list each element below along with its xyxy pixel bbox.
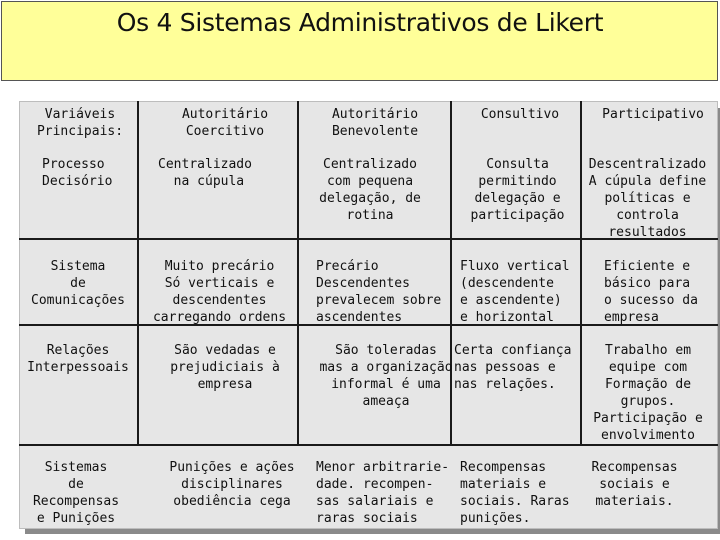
table-cell: Menor arbitrarie- dade. recompen- sas salariais e raras sociais	[316, 460, 450, 526]
header-benevolente: Autoritário Benevolente	[331, 107, 419, 139]
table-cell: Centralizado na cúpula	[158, 157, 252, 189]
table-cell: Trabalho em equipe com Formação de grupos. Participação e envolvimento	[593, 343, 703, 443]
header-coercitivo: Autoritário Coercitivo	[181, 107, 269, 139]
column-divider	[580, 101, 582, 446]
table-cell: Muito precário Só verticais e descendentes carregando ordens	[152, 259, 287, 325]
row-label: Sistemas de Recompensas e Punições	[32, 460, 120, 526]
column-divider	[297, 101, 299, 446]
table-cell: Centralizado com pequena delegação, de rotina	[319, 157, 421, 223]
page-title: Os 4 Sistemas Administrativos de Likert	[116, 8, 604, 37]
row-divider	[19, 444, 718, 446]
table-cell: Descentralizado A cúpula define políticas e controla resultados	[588, 157, 707, 240]
header-variables: Variáveis Principais:	[36, 107, 124, 139]
table-cell: São vedadas e prejudiciais à empresa	[170, 343, 280, 392]
table-cell: Recompensas materiais e sociais. Raras punições.	[460, 460, 570, 526]
row-label: Relações Interpessoais	[27, 343, 129, 375]
row-label: Sistema de Comunicações	[31, 259, 125, 308]
table-cell: São toleradas mas a organização informal é uma ameaça	[319, 343, 453, 409]
table-cell: Consulta permitindo delegação e participação	[470, 157, 565, 223]
table-cell: Precário Descendentes prevalecem sobre ascendentes	[316, 259, 442, 325]
table-cell: Recompensas sociais e materiais.	[591, 460, 678, 509]
table-cell: Punições e ações disciplinares obediência cega	[169, 460, 295, 509]
column-divider	[137, 101, 139, 446]
table-cell: Fluxo vertical (descendente e ascendente) e horizontal	[460, 259, 570, 325]
table-cell: Certa confiança nas pessoas e nas relações.	[454, 343, 572, 392]
row-label: Processo Decisório	[42, 157, 113, 189]
header-consultivo: Consultivo	[480, 107, 560, 122]
header-participativo: Participativo	[602, 107, 704, 122]
table-cell: Eficiente e básico para o sucesso da empresa	[604, 259, 698, 325]
